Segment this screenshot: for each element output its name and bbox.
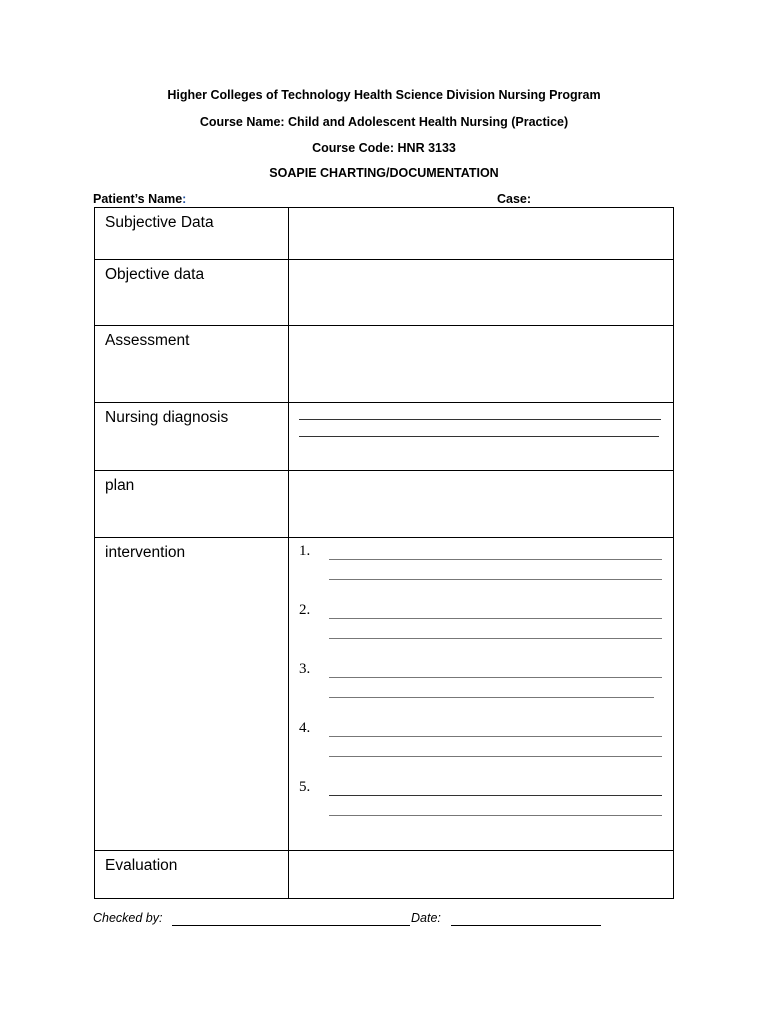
date-line[interactable]: [451, 925, 601, 926]
assessment-label: Assessment: [95, 326, 289, 403]
diagnosis-row: [95, 403, 674, 471]
form-title: SOAPIE CHARTING/DOCUMENTATION: [269, 166, 499, 180]
intervention-5-line-a[interactable]: [329, 795, 662, 796]
plan-label: plan: [95, 471, 289, 538]
checked-by-line[interactable]: [172, 925, 410, 926]
program-title: Higher Colleges of Technology Health Science Division Nursing Program: [167, 88, 601, 102]
subjective-label: Subjective Data: [95, 208, 289, 260]
intervention-number-1: 1.: [299, 543, 311, 559]
intervention-row: [95, 538, 674, 851]
intervention-1-line-b[interactable]: [329, 579, 662, 580]
intervention-5-line-b[interactable]: [329, 815, 662, 816]
intervention-number-5: 5.: [299, 779, 311, 795]
evaluation-row: [95, 851, 674, 899]
course-code: Course Code: HNR 3133: [312, 141, 456, 155]
assessment-row: [95, 326, 674, 403]
objective-label: Objective data: [95, 260, 289, 326]
intervention-2-line-a[interactable]: [329, 618, 662, 619]
plan-field[interactable]: [289, 471, 674, 538]
patient-name-label: [93, 192, 186, 206]
patient-name-colon: :: [182, 192, 187, 206]
checked-by-label: Checked by:: [93, 911, 163, 925]
diagnosis-field[interactable]: [289, 403, 674, 471]
intervention-1-line-a[interactable]: [329, 559, 662, 560]
objective-field[interactable]: [289, 260, 674, 326]
intervention-4-line-b[interactable]: [329, 756, 662, 757]
diagnosis-blank-line-2[interactable]: [299, 436, 659, 437]
plan-row: [95, 471, 674, 538]
intervention-4-line-a[interactable]: [329, 736, 662, 737]
case-label: Case:: [497, 192, 532, 206]
subjective-field[interactable]: [289, 208, 674, 260]
intervention-3-line-a[interactable]: [329, 677, 662, 678]
intervention-3-line-b[interactable]: [329, 697, 654, 698]
intervention-number-3: 3.: [299, 661, 311, 677]
intervention-2-line-b[interactable]: [329, 638, 662, 639]
evaluation-label: Evaluation: [95, 851, 289, 899]
assessment-field[interactable]: [289, 326, 674, 403]
intervention-number-4: 4.: [299, 720, 311, 736]
soapie-table: [94, 207, 674, 899]
subjective-row: [95, 208, 674, 260]
intervention-label: intervention: [95, 538, 289, 851]
objective-row: [95, 260, 674, 326]
diagnosis-label: Nursing diagnosis: [95, 403, 289, 471]
date-label: Date:: [411, 911, 441, 925]
patient-name-label-text: Patient’s Name: [93, 192, 183, 206]
intervention-field: [289, 538, 674, 851]
intervention-number-2: 2.: [299, 602, 311, 618]
diagnosis-blank-line-1[interactable]: [299, 419, 661, 420]
evaluation-field[interactable]: [289, 851, 674, 899]
course-name: Course Name: Child and Adolescent Health Nursing (Practice): [199, 115, 569, 129]
